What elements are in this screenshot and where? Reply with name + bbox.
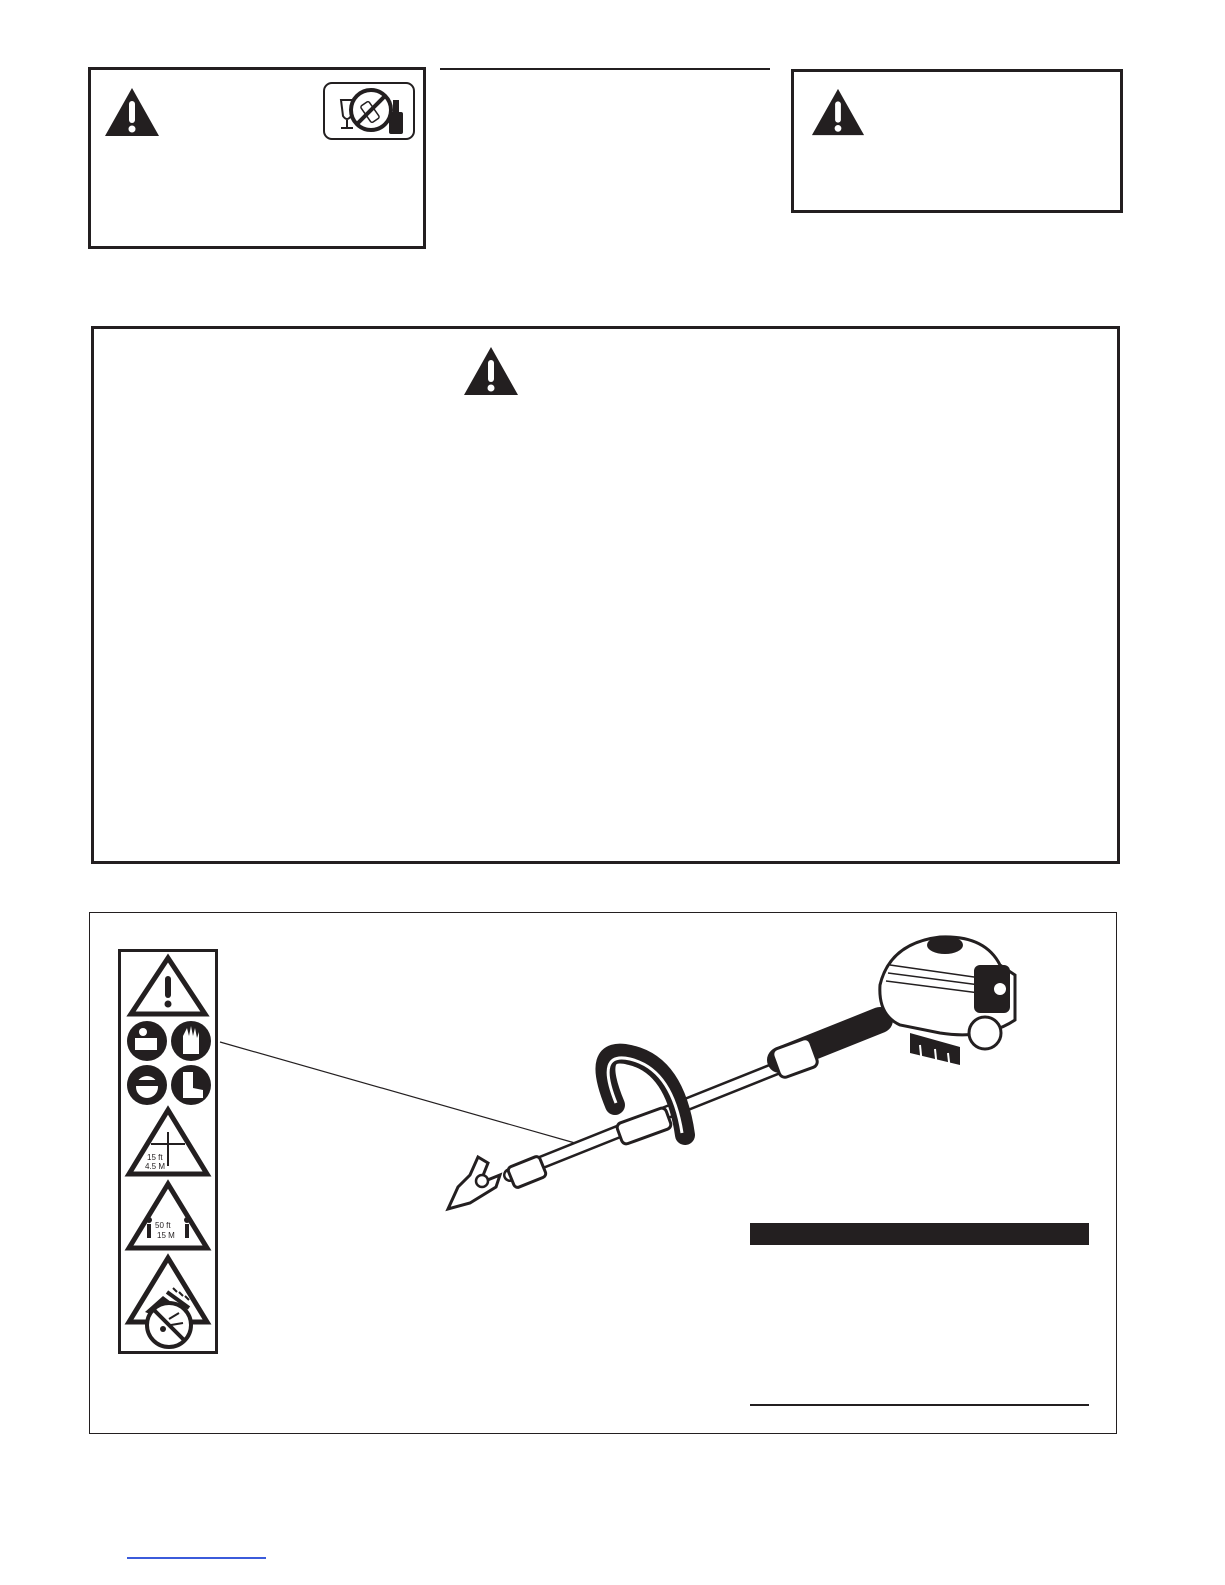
footer-link-underline[interactable] xyxy=(127,1557,266,1559)
svg-text:15 M: 15 M xyxy=(157,1231,175,1240)
svg-text:4.5 M: 4.5 M xyxy=(145,1162,166,1171)
pruner-illustration xyxy=(440,925,1060,1225)
svg-text:50 ft: 50 ft xyxy=(155,1221,171,1230)
cutting-head-icon xyxy=(448,1155,547,1209)
svg-text:15 ft: 15 ft xyxy=(147,1153,163,1162)
spec-table-header-bar xyxy=(750,1223,1089,1245)
throttle-handle-icon xyxy=(771,1020,880,1079)
engine-icon xyxy=(880,936,1015,1071)
d-handle-icon xyxy=(605,1054,685,1146)
spec-table-rule xyxy=(750,1404,1089,1406)
